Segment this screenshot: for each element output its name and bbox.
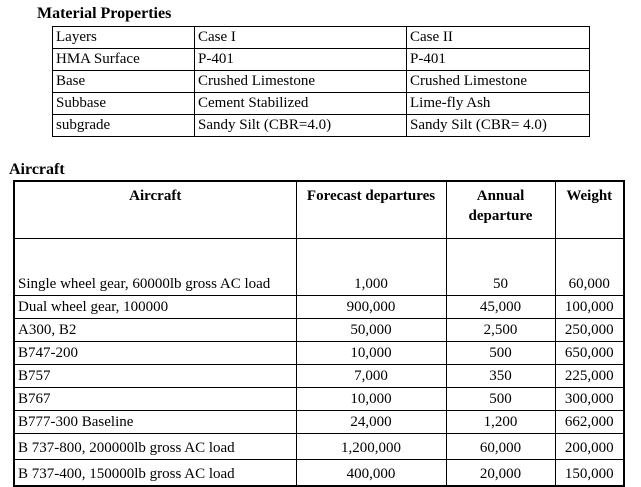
table-cell: 10,000 (296, 342, 446, 365)
table-cell: 60,000 (446, 434, 555, 460)
table-cell: B777-300 Baseline (14, 411, 296, 434)
table-cell: Crushed Limestone (195, 71, 407, 93)
table-row (14, 365, 624, 388)
table-cell: Crushed Limestone (407, 71, 590, 93)
table-cell: P-401 (195, 49, 407, 71)
table-cell: 24,000 (296, 411, 446, 434)
table-cell: 20,000 (446, 460, 555, 487)
table-cell: B757 (14, 365, 296, 388)
table-cell: 7,000 (296, 365, 446, 388)
table-cell: Cement Stabilized (195, 93, 407, 115)
aircraft-title: Aircraft (9, 161, 65, 178)
table-cell: 60,000 (555, 239, 624, 296)
table-row (53, 27, 590, 49)
table-row (14, 411, 624, 434)
table-cell: 400,000 (296, 460, 446, 487)
table-cell: Lime-fly Ash (407, 93, 590, 115)
table-cell: 662,000 (555, 411, 624, 434)
table-cell: 225,000 (555, 365, 624, 388)
material-properties-title: Material Properties (37, 5, 172, 22)
table-cell: 1,200 (446, 411, 555, 434)
table-cell: 200,000 (555, 434, 624, 460)
table-cell: HMA Surface (53, 49, 195, 71)
table-cell: Single wheel gear, 60000lb gross AC load (14, 239, 296, 296)
table-cell: 1,200,000 (296, 434, 446, 460)
column-header: Weight (555, 181, 624, 239)
table-row (53, 115, 590, 137)
table-cell: B 737-800, 200000lb gross AC load (14, 434, 296, 460)
table-cell: 300,000 (555, 388, 624, 411)
table-cell: Dual wheel gear, 100000 (14, 296, 296, 319)
table-cell: 10,000 (296, 388, 446, 411)
table-cell: 500 (446, 388, 555, 411)
table-cell: A300, B2 (14, 319, 296, 342)
table-cell: 900,000 (296, 296, 446, 319)
table-cell: 45,000 (446, 296, 555, 319)
table-row (14, 434, 624, 460)
column-header: Annual departure (446, 181, 555, 239)
table-row (53, 71, 590, 93)
table-row (14, 460, 624, 487)
material-properties-table (52, 26, 590, 137)
table-cell: 150,000 (555, 460, 624, 487)
table-cell: 650,000 (555, 342, 624, 365)
table-cell: 350 (446, 365, 555, 388)
table-header-row (14, 181, 624, 239)
table-cell: Sandy Silt (CBR= 4.0) (407, 115, 590, 137)
table-cell: 2,500 (446, 319, 555, 342)
column-header: Aircraft (14, 181, 296, 239)
table-cell: 100,000 (555, 296, 624, 319)
table-row (14, 239, 624, 296)
table-cell: 50 (446, 239, 555, 296)
column-header: Forecast departures (296, 181, 446, 239)
aircraft-table (13, 180, 625, 487)
table-cell: 1,000 (296, 239, 446, 296)
table-cell: Subbase (53, 93, 195, 115)
table-row (14, 319, 624, 342)
table-cell: Layers (53, 27, 195, 49)
table-cell: 500 (446, 342, 555, 365)
table-cell: B747-200 (14, 342, 296, 365)
table-cell: 250,000 (555, 319, 624, 342)
table-row (53, 49, 590, 71)
table-row (53, 93, 590, 115)
table-cell: B 737-400, 150000lb gross AC load (14, 460, 296, 487)
table-cell: 50,000 (296, 319, 446, 342)
table-row (14, 388, 624, 411)
table-row (14, 342, 624, 365)
table-cell: Sandy Silt (CBR=4.0) (195, 115, 407, 137)
table-cell: Case II (407, 27, 590, 49)
table-cell: Base (53, 71, 195, 93)
table-cell: P-401 (407, 49, 590, 71)
table-cell: B767 (14, 388, 296, 411)
table-cell: subgrade (53, 115, 195, 137)
table-row (14, 296, 624, 319)
table-cell: Case I (195, 27, 407, 49)
